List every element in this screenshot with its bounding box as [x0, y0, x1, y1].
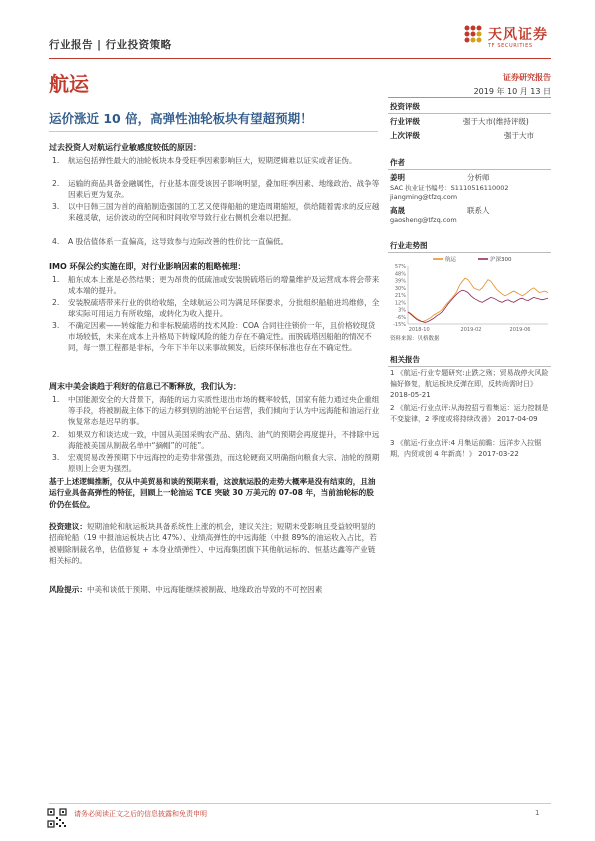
x-tick-label: 2019-02	[460, 327, 482, 333]
list-item: 如果双方和谈达成一致，中国从美国采购农产品、猪肉、油气的预期会再度提升，不排除中远海能被美国从制裁名单中“摘帽”的可能”。	[68, 430, 380, 450]
author-name: 姜明	[390, 173, 405, 182]
previous-rating-value: 强于大市	[504, 131, 534, 140]
section-title: 过去投资人对航运行业敏感度较低的原因：	[49, 143, 201, 152]
y-tick-label: 57%	[394, 264, 406, 270]
section-title: IMO 环保公约实施在即，对行业影响因素的粗略梳理：	[49, 262, 246, 271]
section-title: 周末中美会谈趋于利好的信息已不断释放，我们认为：	[49, 382, 241, 391]
list-item: 以中日韩三国为首的商船制造强国的工艺又使得船舶的建造周期缩短，供给随着需求的反应越来越灵敏，运价波动的空间和时间收窄导致行业右侧机会难以把握。	[68, 202, 380, 222]
y-tick-label: 30%	[394, 285, 406, 292]
previous-rating-label: 上次评级	[390, 131, 420, 140]
list-number: 3.	[52, 453, 60, 462]
y-tick-label: 39%	[394, 278, 406, 285]
y-tick-label: -15%	[393, 322, 406, 328]
author-role: 分析师	[467, 173, 490, 182]
header-divider	[49, 58, 551, 59]
logo-english: TF SECURITIES	[488, 43, 533, 49]
author-role: 联系人	[467, 206, 490, 215]
list-item: 船东成本上涨是必然结果；更为昂贵的低硫油或安装脱硫塔后的增量维护及运营成本将会带来成本端的提升。	[68, 275, 380, 295]
report-date: 2019 年 10 月 13 日	[473, 87, 551, 96]
report-subtitle: 运价涨近 10 倍，高弹性油轮板块有望超预期！	[49, 111, 313, 126]
list-number: 1.	[52, 395, 60, 404]
list-number: 2.	[52, 430, 60, 439]
related-report[interactable]: 1 《航运-行业专题研究:止跌之殇；贸易战停火风险偏好修复，航运板块反弹在即，反转尚需时日》 2018-05-21	[390, 369, 549, 399]
related-report[interactable]: 2 《航运-行业点评:从海控招亏看集运：运力控制是不变旋律，2 季度或将持续改善》 2017-04-09	[390, 404, 549, 423]
footer-disclaimer[interactable]: 请务必阅读正文之后的信息披露和免责申明	[74, 810, 207, 818]
list-number: 3.	[52, 321, 60, 330]
list-number: 1.	[52, 156, 60, 165]
legend-label: 沪深300	[490, 257, 512, 263]
qr-code-icon	[47, 808, 67, 828]
series-line-2	[408, 290, 548, 322]
list-item: 航运包括弹性最大的油轮板块本身受旺季因素影响巨大，短期逻辑难以证实或者证伪。	[68, 156, 357, 165]
industry-rating-label: 行业评级	[390, 117, 420, 126]
subtitle-divider	[49, 131, 378, 132]
investment-paragraph	[49, 521, 379, 566]
list-item: 运输的商品具备金融属性，行业基本面受该因子影响明显，叠加旺季因素、地缘政治、战争等因素后更为复杂。	[68, 179, 380, 199]
y-tick-label: 3%	[398, 307, 406, 314]
y-tick-label: 48%	[394, 271, 406, 278]
investment-text: 短期油轮和航运板块具备系统性上涨的机会，建议关注；短期未受影响且受益较明显的招商轮船（19 中报油运板块占比 47%）、业绩高弹性的中远海能（中报 89%的油运收入占比，若被剔除制裁名单，估值修复 + 本身业绩弹性）、中远海集团旗下其他航运标的、恒基达鑫等产业链相关标的。	[49, 522, 377, 565]
legend-label: 航运	[445, 257, 457, 263]
x-tick-label: 2019-06	[509, 327, 531, 333]
authors-divider	[388, 169, 551, 170]
conclusion-paragraph: 基于上述逻辑推断，仅从中美贸易和谈的预期来看，这波航运股的走势大概率是没有结束的，且油运行业具备高弹性的特征，回顾上一轮油运 TCE 突破 30 万美元的 07-08 年，当前油轮标的股价仍在低位。	[49, 477, 376, 509]
page-title: 航运	[49, 72, 89, 96]
trend-divider	[388, 252, 551, 253]
list-item: 安装脱硫塔带来行业的供给收缩，全球航运公司为满足环保要求，分批组织船舶进坞维修，全球实际可用运力有所收缩，或转化为收入提升。	[68, 298, 380, 318]
authors-heading: 作者	[390, 158, 405, 167]
logo-name: 天风证券	[488, 27, 548, 43]
date-divider	[388, 97, 551, 98]
x-tick-label: 2018-10	[408, 327, 430, 333]
industry-rating-value: 强于大市(维持评级)	[463, 117, 529, 126]
industry-trend-chart	[388, 254, 552, 334]
list-number: 3.	[52, 202, 60, 211]
list-number: 2.	[52, 179, 60, 188]
trend-chart-heading: 行业走势图	[390, 241, 428, 250]
list-item: A 股估值体系一直偏高，这导致参与边际改善的性价比一直偏低。	[68, 237, 289, 246]
list-number: 1.	[52, 275, 60, 284]
list-item: 中国能源安全的大背景下，海能的运力实质性退出市场的概率较低，国家有能力通过央企重组等手段，将被制裁主体下的运力移到别的油轮平台运营，我们倾向于认为中远海能和油运行业恢复常态是迟早的事。	[68, 395, 380, 426]
risk-label: 风险提示：	[49, 585, 87, 594]
rating-divider	[388, 113, 551, 114]
company-logo	[463, 22, 553, 54]
author-email[interactable]: gaosheng@tfzq.com	[390, 216, 457, 224]
related-report[interactable]: 3 《航运-行业点评:4 月集运前瞻：远洋步入拉锯期，内贸或创 4 年新高！》 2017-03-22	[390, 439, 542, 458]
rating-heading: 投资评级	[390, 102, 420, 111]
chart-source: 资料来源：贝格数据	[390, 336, 440, 342]
investment-label: 投资建议：	[49, 522, 87, 531]
footer-divider	[49, 803, 551, 804]
y-tick-label: -6%	[396, 314, 406, 321]
author-certificate: SAC 执业证书编号：S1110516110002	[390, 184, 509, 192]
list-item: 不确定因素——转嫁能力和非标脱硫塔的技术风险：COA 合同往往锁价一年，且价格较现货市场较低，未来在成本上升格局下转嫁风险的能力存在不确定性。而脱硫塔因船舶的情况不同，每一票工程都是非标，今年下半年以来事故频发，后续环保标准也存在不确定性。	[68, 321, 376, 352]
author-email[interactable]: jiangming@tfzq.com	[390, 193, 458, 201]
related-reports-heading: 相关报告	[390, 355, 420, 364]
related-divider	[388, 366, 551, 367]
page-number: 1	[535, 809, 540, 817]
risk-text: 中美和谈低于预期、中远海能继续被制裁、地缘政治导致的不可控因素	[86, 585, 323, 594]
risk-paragraph	[49, 584, 379, 595]
y-tick-label: 21%	[394, 293, 406, 299]
list-number: 2.	[52, 298, 60, 307]
logo-mark-icon	[463, 24, 483, 44]
list-item: 宏观贸易改善预期下中远海控的走势非常强劲，而这轮硬商又明确指向粮食大宗、油轮的预期原则上会更为强烈。	[68, 453, 380, 473]
author-name: 高晟	[390, 206, 405, 215]
y-tick-label: 12%	[394, 300, 406, 307]
report-category: 行业报告 | 行业投资策略	[49, 39, 172, 51]
series-line-1	[408, 278, 548, 322]
report-type: 证券研究报告	[503, 73, 551, 82]
list-number: 4.	[52, 237, 60, 246]
